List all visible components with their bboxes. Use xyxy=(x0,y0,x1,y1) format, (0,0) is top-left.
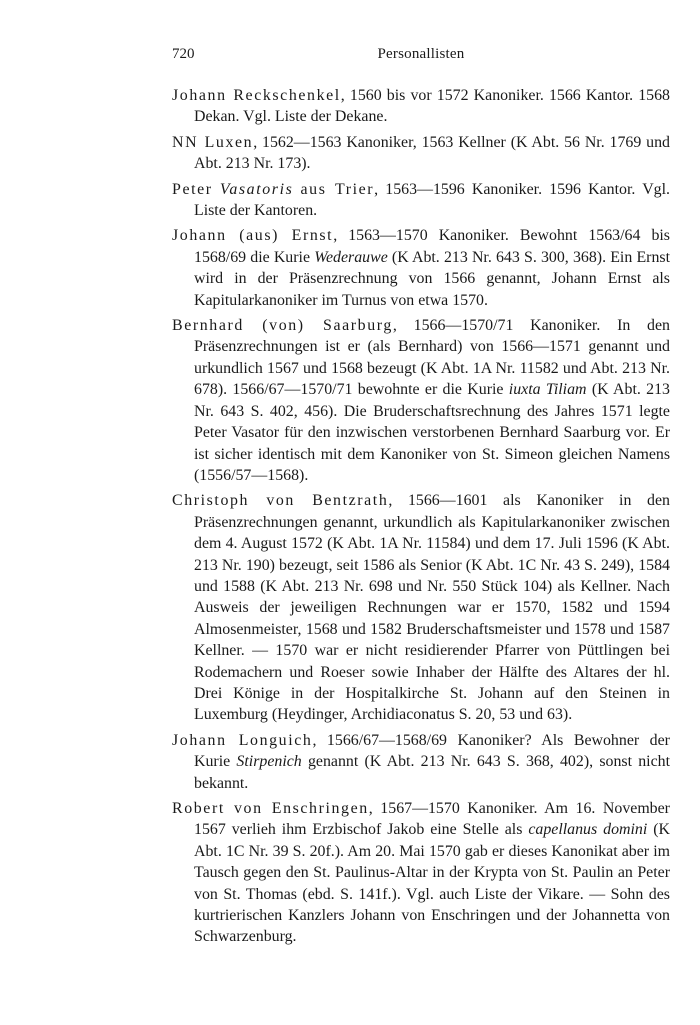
page-header xyxy=(172,46,670,68)
entry-longuich xyxy=(172,730,670,794)
entry-text: , 1567—1570 Kanoniker. Am 16. November 1567 verlieh ihm Erzbischof Jakob eine Stelle als xyxy=(194,800,670,839)
entry-name: Bernhard (von) Saarburg xyxy=(172,317,393,335)
entry-enschringen xyxy=(172,798,670,948)
entry-list xyxy=(172,85,670,952)
entry-text: , 1566—1570/71 Kanoniker. In den Präsenzrechnungen ist er (als Bernhard) von 1566—1571 genannt und urkundlich 1567 und 1568 bezeugt (K Abt. 1A Nr. 11582 und Abt. 213 Nr. 678). 1566/67—1570/71 bewohnte er die Kurie xyxy=(194,317,670,399)
entry-text: , 1562—1563 Kanoniker, 1563 Kellner (K Abt. 56 Nr. 1769 und Abt. 213 Nr. 173). xyxy=(194,133,670,173)
entry-name-italic: Vasatoris xyxy=(219,180,294,198)
entry-text: , 1563—1570 Kanoniker. Bewohnt 1563/64 bis 1568/69 die Kurie xyxy=(194,227,670,266)
entry-text: , 1566/67—1568/69 Kanoniker? Als Bewohner der Kurie xyxy=(194,731,670,771)
entry-text: , 1560 bis vor 1572 Kanoniker. 1566 Kantor. 1568 Dekan. Vgl. Liste der Dekane. xyxy=(194,87,670,126)
entry-name: aus Trier xyxy=(300,180,375,198)
entry-italic-term: Stirpenich xyxy=(236,753,302,771)
entry-saarburg xyxy=(172,315,670,486)
entry-name: Johann Reckschenkel xyxy=(172,87,341,104)
entry-italic-term: iuxta Tiliam xyxy=(508,381,587,399)
entry-name: Johann Longuich xyxy=(172,731,313,749)
entry-vasatoris xyxy=(172,179,670,222)
entry-text: (K Abt. 213 Nr. 643 S. 300, 368). Ein Ernst wird in der Präsenzrechnung von 1566 genannt, Johann Ernst als Kapitularkanoniker im Turnus von etwa 1570. xyxy=(194,248,670,309)
entry-reckschenkel xyxy=(172,85,670,128)
entry-name: Robert von Enschringen xyxy=(172,800,369,817)
entry-luxen xyxy=(172,132,670,175)
entry-text: (K Abt. 1C Nr. 39 S. 20f.). Am 20. Mai 1570 gab er dieses Kanonikat aber im Tausch gegen den St. Paulinus-Altar in der Krypta von St. Paulin an Peter von St. Thomas (ebd. S. 141f.). Vgl. auch Liste der Vikare. — Sohn des kurtrierischen Kanzlers Johann von Enschringen und der Johannetta von Schwarzenburg. xyxy=(194,821,670,946)
entry-name: NN Luxen xyxy=(172,133,254,151)
entry-name: Johann (aus) Ernst xyxy=(172,227,334,245)
entry-name: Christoph von Bentzrath xyxy=(172,492,389,510)
entry-bentzrath xyxy=(172,490,670,725)
running-head: Personallisten xyxy=(377,46,465,62)
entry-name: Peter xyxy=(172,180,213,198)
page-number: 720 xyxy=(172,46,195,62)
entry-ernst xyxy=(172,225,670,311)
entry-italic-term: Wederauwe xyxy=(314,248,388,266)
entry-italic-term: capellanus domini xyxy=(528,821,648,839)
entry-text: , 1566—1601 als Kanoniker in den Präsenzrechnungen genannt, urkundlich als Kapitularkanoniker zwischen dem 4. August 1572 (K Abt. 1A Nr. 11584) und dem 17. Juli 1596 (K Abt. 213 Nr. 190) bezeugt, seit 1586 als Senior (K Abt. 1C Nr. 43 S. 249), 1584 und 1588 (K Abt. 213 Nr. 698 und Nr. 550 Stück 104) als Kellner. Nach Ausweis der jeweiligen Rechnungen war er 1570, 1582 und 1594 Almosenmeister, 1568 und 1582 Bruderschaftsmeister und 1578 und 1587 Kellner. — 1570 war er nicht residierender Pfarrer von Püttlingen bei Rodemachern und Roeser sowie Inhaber der Hälfte des Altares der hl. Drei Könige in der Hospitalkirche St. Johann auf den Steinen in Luxemburg (Heydinger, Archidiaconatus S. 20, 53 und 63). xyxy=(194,492,670,724)
entry-text: (K Abt. 213 Nr. 643 S. 402, 456). Die Bruderschaftsrechnung des Jahres 1571 legte Peter Vasator für den inzwischen verstorbenen Bernhard Saarburg vor. Er ist sicher identisch mit dem Kanoniker von St. Simeon gleichen Namens (1556/57—1568). xyxy=(194,381,671,484)
entry-text: genannt (K Abt. 213 Nr. 643 S. 368, 402), sonst nicht bekannt. xyxy=(194,753,671,792)
entry-text: , 1563—1596 Kanoniker. 1596 Kantor. Vgl. Liste der Kantoren. xyxy=(194,180,670,220)
